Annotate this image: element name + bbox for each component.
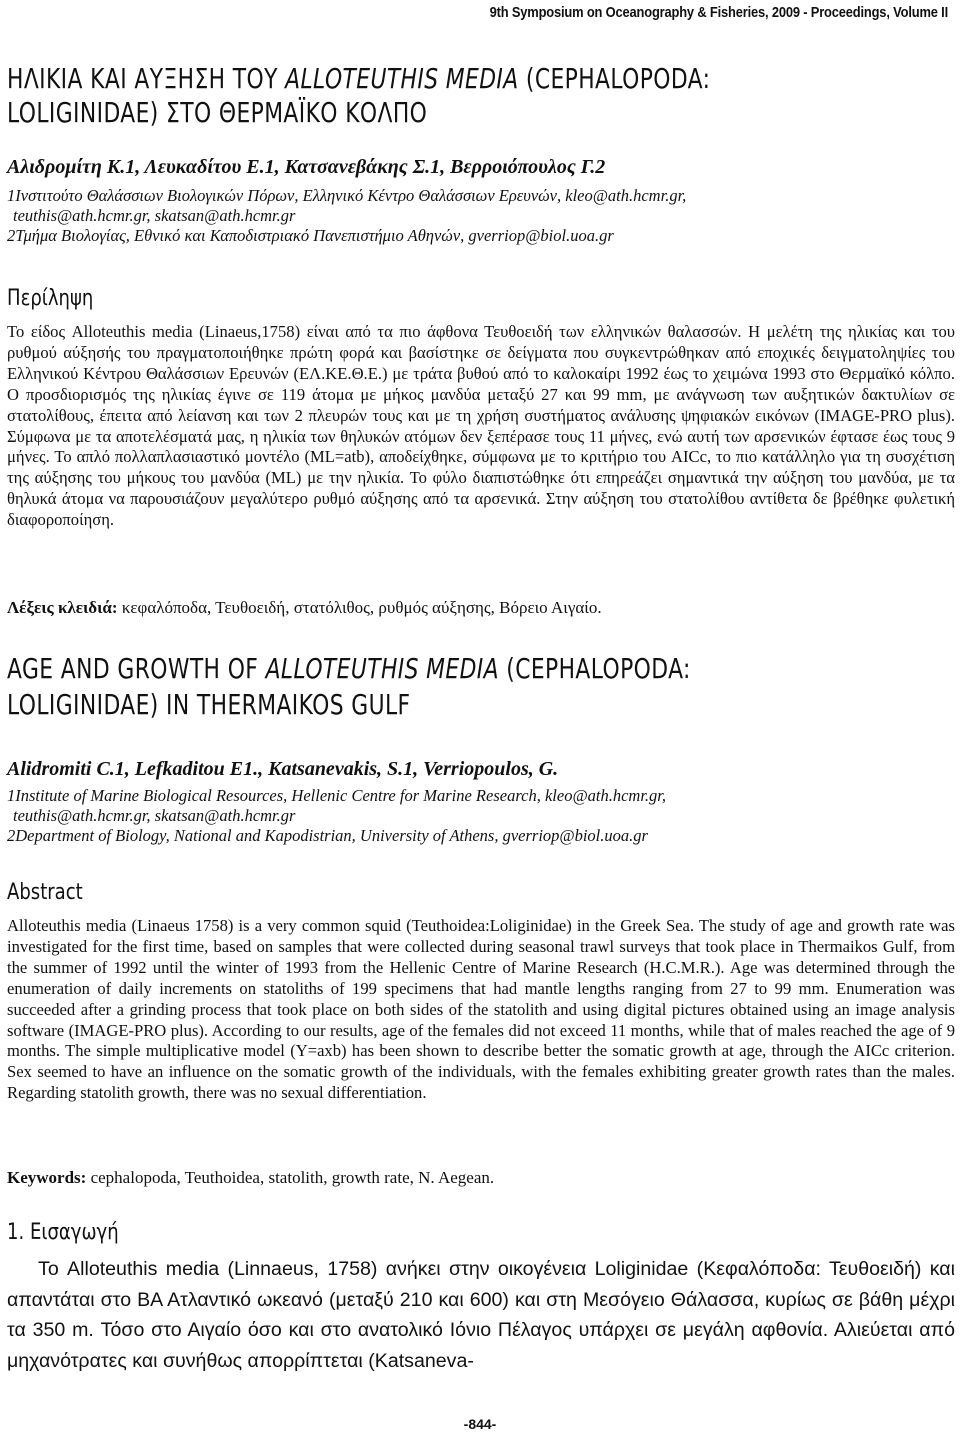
page-number: -844- <box>463 1416 497 1432</box>
greek-keywords-label: Λέξεις κλειδιά: <box>7 598 118 617</box>
english-title-line-2: LOLIGINIDAE) IN THERMAIKOS GULF <box>7 688 411 721</box>
greek-abstract-body: Το είδος Alloteuthis media (Linaeus,1758) είναι από τα πιο άφθονα Τευθοειδή των ελληνικών θαλασσών. Η μελέτη της ηλικίας και του ρυθμού αύξησής του πραγματοποιήθηκε πρώτη φορά και βασίστηκε σε δείγματα που συγκεντρώθηκαν από εποχικές δειγματοληψίες του Ελληνικού Κέντρου Θαλάσσιων Ερευνών (ΕΛ.ΚΕ.Θ.Ε.) με τράτα βυθού από το καλοκαίρι 1992 έως το χειμώνα 1993 στο Θερμαϊκό κόλπο. Ο προσδιορισμός της ηλικίας έγινε σε 119 άτομα με μήκος μανδύα μεταξύ 27 και 99 mm, με ανάγνωση των αυξητικών δακτυλίων σε στατολίθους, έπειτα από λείανση και των 2 πλευρών τους και με τη χρήση συστήματος ανάλυσης ψηφιακών εικόνων (IMAGE-PRO plus). Σύμφωνα με τα αποτελέσματά μας, η ηλικία των θηλυκών ατόμων δεν ξεπέρασε τους 11 μήνες, ενώ αυτή των αρσενικών έφτασε έως τους 9 μήνες. Το απλό πολλαπλασιαστικό μοντέλο (ML=atb), αποδείχθηκε, σύμφωνα με το κριτήριο του AICc, το πιο κατάλληλο για τη συσχέτιση της αύξησης του μήκους του μανδύα (ML) με την ηλικία. Το φύλο διαπιστώθηκε ότι επηρεάζει σημαντικά την αύξηση του μανδύα, με τα θηλυκά άτομα να παρουσιάζουν μεγαλύτερο ρυθμό αύξησης από τα αρσενικά. Στην αύξηση του στατολίθου αντίθετα δε βρέθηκε φυλετική διαφοροποίηση. <box>7 322 955 530</box>
greek-affiliation-1-emails: teuthis@ath.hcmr.gr, skatsan@ath.hcmr.gr <box>13 206 296 225</box>
english-keywords <box>7 1168 494 1188</box>
english-keywords-list: cephalopoda, Teuthoidea, statolith, growth rate, N. Aegean. <box>86 1168 495 1187</box>
greek-title-post: (CEPHALOPODA: <box>518 62 711 95</box>
intro-body: Το Alloteuthis media (Linnaeus, 1758) ανήκει στην οικογένεια Loliginidae (Κεφαλόποδα: Τευθοειδή) και απαντάται στο ΒΑ Ατλαντικό ωκεανό (μεταξύ 210 και 600) και στη Μεσόγειο Θάλασσα, κυρίως σε βάθη μέχρι τα 350 m. Τόσο στο Αιγαίο όσο και στο ανατολικό Ιόνιο Πέλαγος υπάρχει σε μεγάλη αφθονία. Αλιεύεται από μηχανότρατες και συνήθως απορρίπτεται (Katsaneva- <box>7 1258 955 1372</box>
english-affiliation-2: 2Department of Biology, National and Kapodistrian, University of Athens, gverriop@biol.uoa.gr <box>7 826 648 845</box>
greek-affiliation-1: 1Ινστιτούτο Θαλάσσιων Βιολογικών Πόρων, Ελληνικό Κέντρο Θαλάσσιων Ερευνών, kleo@ath.hcmr.gr, <box>7 186 687 205</box>
english-authors: Alidromiti C.1, Lefkaditou E1., Katsanevakis, S.1, Verriopoulos, G. <box>7 758 559 780</box>
english-keywords-label: Keywords: <box>7 1168 87 1187</box>
greek-title-line-1 <box>7 62 710 96</box>
greek-title-line-2: LOLIGINIDAE) ΣΤΟ ΘΕΡΜΑΪΚΟ ΚΟΛΠΟ <box>7 96 428 129</box>
greek-abstract-heading: Περίληψη <box>7 286 94 311</box>
greek-affiliation-2: 2Τμήμα Βιολογίας, Εθνικό και Καποδιστριακό Πανεπιστήμιο Αθηνών, gverriop@biol.uoa.gr <box>7 226 614 245</box>
english-title-post: (CEPHALOPODA: <box>498 652 691 685</box>
english-title-pre: AGE AND GROWTH OF <box>7 652 266 685</box>
english-affiliations <box>7 786 666 846</box>
intro-heading: 1. Εισαγωγή <box>7 1220 119 1245</box>
english-title-line-1 <box>7 652 691 686</box>
greek-keywords <box>7 598 602 618</box>
english-affiliation-1: 1Institute of Marine Biological Resources, Hellenic Centre for Marine Research, kleo@ath.hcmr.gr, <box>7 786 667 805</box>
english-title-species: ALLOTEUTHIS MEDIA <box>265 652 499 685</box>
english-affiliation-1-emails: teuthis@ath.hcmr.gr, skatsan@ath.hcmr.gr <box>13 806 296 825</box>
greek-authors: Αλιδρομίτη Κ.1, Λευκαδίτου Ε.1, Κατσανεβάκης Σ.1, Βερροιόπουλος Γ.2 <box>7 156 606 178</box>
greek-title-pre: ΗΛΙΚΙΑ ΚΑΙ ΑΥΞΗΣΗ ΤΟΥ <box>7 62 286 95</box>
greek-keywords-list: κεφαλόποδα, Τευθοειδή, στατόλιθος, ρυθμός αύξησης, Βόρειο Αιγαίο. <box>117 598 602 617</box>
running-header: 9th Symposium on Oceanography & Fisheries, 2009 - Proceedings, Volume II <box>489 4 948 21</box>
greek-affiliations <box>7 186 686 246</box>
english-abstract-heading: Abstract <box>7 880 83 905</box>
greek-title-species: ALLOTEUTHIS MEDIA <box>285 62 519 95</box>
english-abstract-body: Alloteuthis media (Linaeus 1758) is a very common squid (Teuthoidea:Loliginidae) in the Greek Sea. The study of age and growth rate was investigated for the first time, based on samples that were collected during seasonal trawl surveys that took place in Thermaikos Gulf, from the summer of 1992 until the winter of 1993 from the Hellenic Centre of Marine Research (H.C.M.R.). Age was determined through the enumeration of daily increments on statoliths of 199 specimens that had mantle lengths ranging from 27 to 99 mm. Enumeration was succeeded after a grinding process that took place on both sides of the statolith and using digital pictures obtained using an image analysis software (IMAGE-PRO plus). According to our results, age of the females did not exceed 11 months, while that of males reached the age of 9 months. The simple multiplicative model (Y=axb) has been shown to describe better the somatic growth at age, through the AICc criterion. Sex seemed to have an influence on the somatic growth of the individuals, with the females exhibiting greater growth rates than the males. Regarding statolith growth, there was no sexual differentiation. <box>7 916 955 1103</box>
